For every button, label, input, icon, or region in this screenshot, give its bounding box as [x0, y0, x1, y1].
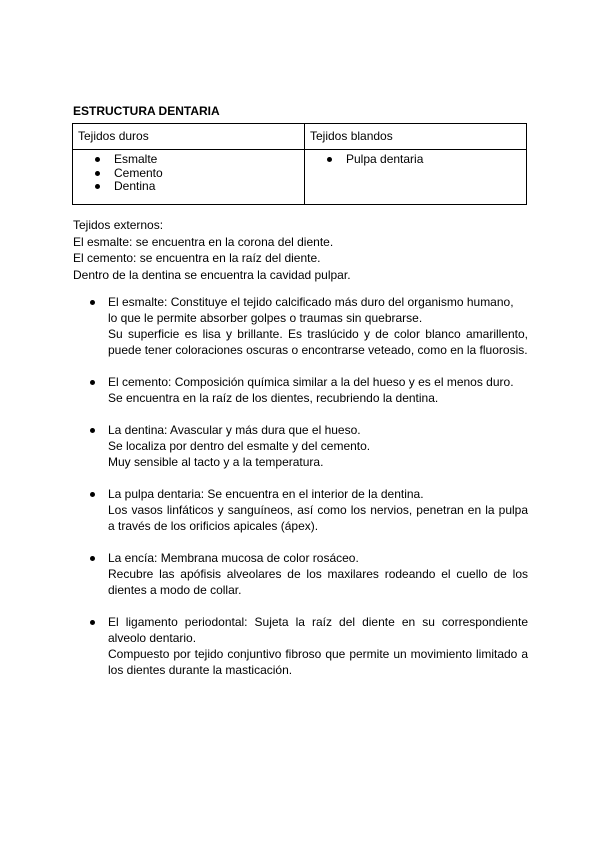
list-item-dentina: [90, 422, 528, 470]
item-text: El cemento: Composición química similar a la del hueso y es el menos duro.: [108, 375, 514, 389]
item-text: Se localiza por dentro del esmalte y del cemento.: [108, 439, 371, 453]
table-header-row: [73, 124, 527, 150]
intro-line: El cemento: se encuentra en la raíz del diente.: [73, 251, 321, 265]
header-soft-tissues: Tejidos blandos: [305, 124, 527, 150]
list-item-esmalte: [90, 294, 528, 358]
item-text: Compuesto por tejido conjuntivo fibroso que permite un movimiento limitado a los dientes durante la masticación.: [108, 647, 528, 677]
soft-tissues-cell: [305, 150, 527, 205]
list-item-ligamento: [90, 614, 528, 678]
list-item-encia: [90, 550, 528, 598]
item-text: El ligamento periodontal: Sujeta la raíz del diente en su correspondiente alveolo dentario.: [108, 615, 528, 645]
item-text: Se encuentra en la raíz de los dientes, recubriendo la dentina.: [108, 391, 439, 405]
hard-tissues-list: [73, 153, 304, 194]
document-title: ESTRUCTURA DENTARIA: [73, 104, 220, 118]
tissue-table: [72, 123, 527, 205]
item-text: lo que le permite absorber golpes o traumas sin quebrarse.: [108, 311, 423, 325]
intro-paragraph: [73, 217, 533, 283]
item-text: Su superficie es lisa y brillante. Es traslúcido y de color blanco amarillento, puede tener coloraciones oscuras o encontrarse veteado, como en la fluorosis.: [108, 327, 528, 357]
table-body-row: [73, 150, 527, 205]
item-text: Muy sensible al tacto y a la temperatura.: [108, 455, 324, 469]
intro-line: El esmalte: se encuentra en la corona del diente.: [73, 234, 334, 249]
hard-tissues-cell: [73, 150, 305, 205]
list-item: Esmalte: [93, 153, 304, 167]
soft-tissues-list: [305, 153, 526, 167]
intro-line: Tejidos externos:: [73, 218, 164, 232]
list-item: Pulpa dentaria: [325, 153, 526, 167]
item-text: La dentina: Avascular y más dura que el hueso.: [108, 423, 361, 437]
item-text: Los vasos linfáticos y sanguíneos, así como los nervios, penetran en la pulpa a través de los orificios apicales (ápex).: [108, 503, 528, 533]
item-text: La encía: Membrana mucosa de color rosáceo.: [108, 551, 359, 565]
structure-description-list: [90, 294, 528, 694]
item-text: La pulpa dentaria: Se encuentra en el interior de la dentina.: [108, 487, 424, 501]
list-item-cemento: [90, 374, 528, 406]
list-item: Cemento: [93, 167, 304, 181]
intro-line: Dentro de la dentina se encuentra la cavidad pulpar.: [73, 267, 351, 282]
item-text: Recubre las apófisis alveolares de los maxilares rodeando el cuello de los dientes a modo de collar.: [108, 567, 528, 597]
item-text: El esmalte: Constituye el tejido calcificado más duro del organismo humano,: [108, 295, 514, 309]
header-hard-tissues: Tejidos duros: [73, 124, 305, 150]
list-item-pulpa: [90, 486, 528, 534]
list-item: Dentina: [93, 180, 304, 194]
